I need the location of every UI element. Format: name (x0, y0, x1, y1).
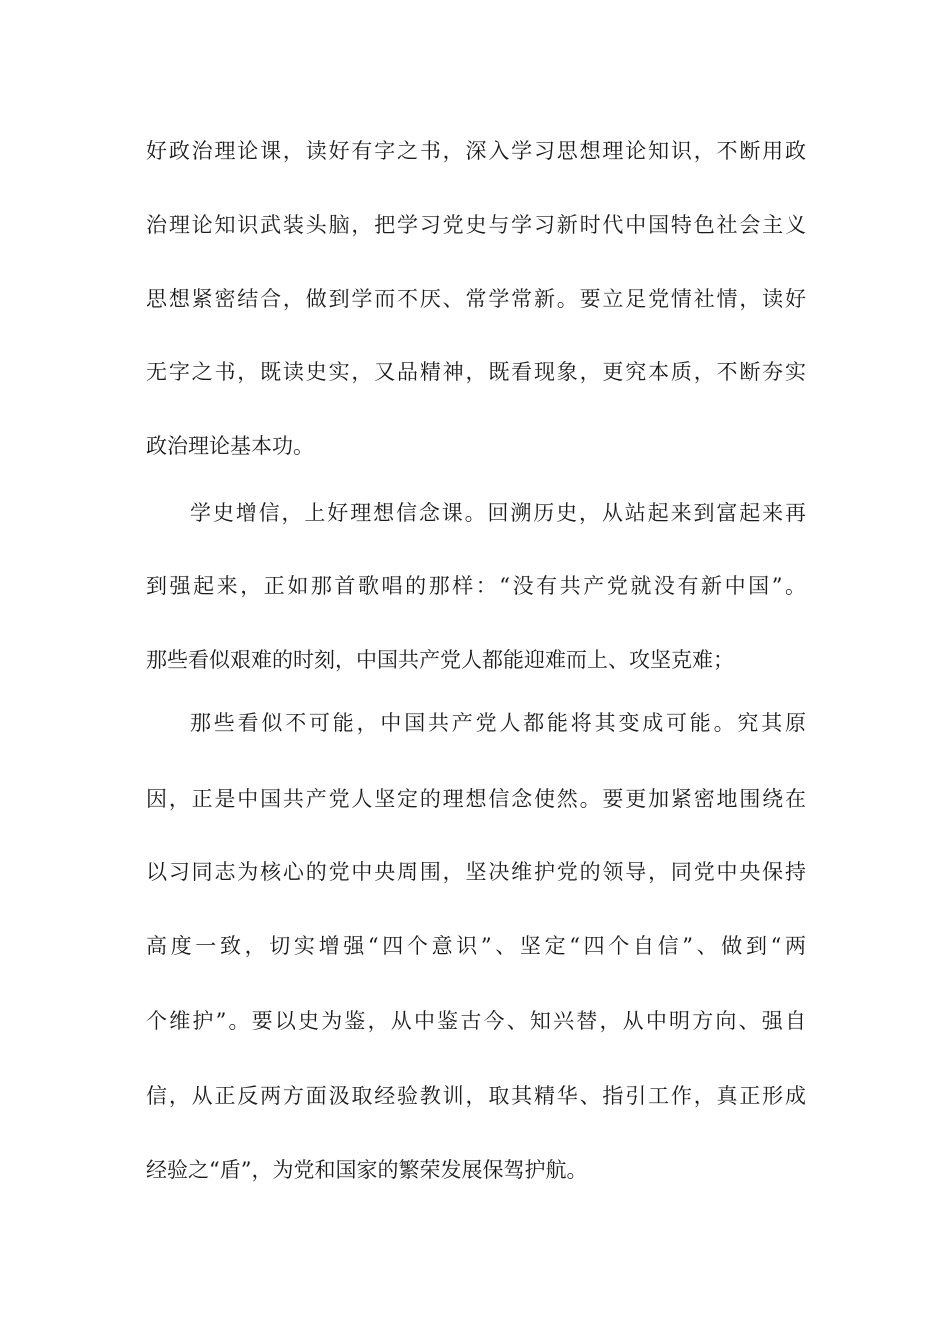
text-line: 经验之“盾”，为党和国家的繁荣发展保驾护航。 (146, 1158, 588, 1182)
text-line: 思想紧密结合，做到学而不厌、常学常新。要立足党情社情，读好 (146, 287, 806, 311)
text-line: 政治理论基本功。 (146, 434, 314, 458)
text-line: 个维护”。要以史为鉴，从中鉴古今、知兴替，从中明方向、强自 (146, 1009, 806, 1033)
text-line: 信，从正反两方面汲取经验教训，取其精华、指引工作，真正形成 (146, 1084, 806, 1108)
text-line: 因，正是中国共产党人坚定的理想信念使然。要更加紧密地围绕在 (146, 787, 806, 811)
text-line: 到强起来，正如那首歌唱的那样：“没有共产党就没有新中国”。 (146, 574, 806, 598)
text-line: 高度一致，切实增强“四个意识”、坚定“四个自信”、做到“两 (146, 934, 806, 958)
text-line: 学史增信，上好理想信念课。回溯历史，从站起来到富起来再 (190, 501, 806, 525)
text-line: 以习同志为核心的党中央周围，坚决维护党的领导，同党中央保持 (146, 860, 806, 884)
text-line: 那些看似艰难的时刻，中国共产党人都能迎难而上、攻坚克难； (146, 648, 734, 672)
text-line: 治理论知识武装头脑，把学习党史与学习新时代中国特色社会主义 (146, 213, 806, 237)
text-line: 无字之书，既读史实，又品精神，既看现象，更究本质，不断夯实 (146, 360, 806, 384)
text-line: 那些看似不可能，中国共产党人都能将其变成可能。究其原 (190, 711, 806, 735)
text-line: 好政治理论课，读好有字之书，深入学习思想理论知识，不断用政 (146, 139, 806, 163)
